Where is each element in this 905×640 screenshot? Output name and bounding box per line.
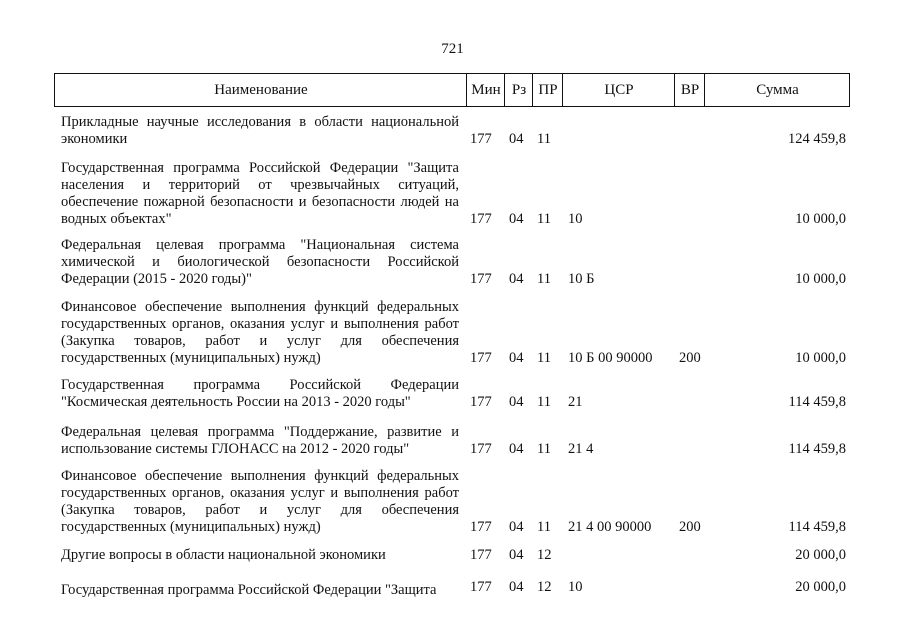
row-rz: 04 [509,519,524,535]
row-name: Государственная программа Российской Федерации "Космическая деятельность России на 2013 - 2020 годы" [61,377,459,410]
row-name: Государственная программа Российской Федерации "Защита населения и территорий от чрезвычайных ситуаций, обеспечение пожарной безопасности и безопасности людей на водных объектах" [61,160,459,227]
row-name: Финансовое обеспечение выполнения функций федеральных государственных органов, оказания услуг и выполнения работ (Закупка товаров, работ и услуг для обеспечения государственных (муниципальных) нужд) [61,468,459,535]
row-pr: 11 [537,211,551,227]
row-pr: 12 [537,579,552,595]
row-csr: 21 4 [568,441,594,457]
row-csr: 10 Б [568,271,595,287]
table-row [0,424,905,458]
table-row [0,547,905,564]
row-name: Другие вопросы в области национальной экономики [61,547,386,563]
row-pr: 11 [537,441,551,457]
header-min: Мин [466,74,505,106]
table-row [0,299,905,367]
table-row [0,579,905,596]
row-pr: 11 [537,394,551,410]
row-rz: 04 [509,350,524,366]
row-pr: 11 [537,519,551,535]
row-sum: 114 459,8 [788,519,846,535]
row-csr: 10 Б 00 90000 [568,350,653,366]
table-row [0,377,905,411]
row-name: Финансовое обеспечение выполнения функций федеральных государственных органов, оказания услуг и выполнения работ (Закупка товаров, работ и услуг для обеспечения государственных (муниципальных) нужд) [61,299,459,366]
page-number: 721 [441,41,464,57]
row-rz: 04 [509,394,524,410]
row-min: 177 [470,131,492,147]
row-pr: 11 [537,131,551,147]
row-sum: 114 459,8 [788,394,846,410]
row-min: 177 [470,350,492,366]
header-pr: ПР [532,74,563,106]
row-min: 177 [470,547,492,563]
row-vr: 200 [679,519,701,535]
row-sum: 20 000,0 [795,579,846,595]
row-sum: 20 000,0 [795,547,846,563]
header-vr: ВР [674,74,705,106]
row-min: 177 [470,519,492,535]
row-sum: 10 000,0 [795,350,846,366]
row-min: 177 [470,211,492,227]
header-rz: Рз [504,74,533,106]
header-name: Наименование [214,82,308,98]
row-sum: 10 000,0 [795,211,846,227]
row-pr: 11 [537,350,551,366]
row-rz: 04 [509,579,524,595]
header-sum: Сумма [704,74,850,106]
row-name: Федеральная целевая программа "Поддержание, развитие и использование системы ГЛОНАСС на 2012 - 2020 годы" [61,424,459,457]
row-csr: 21 [568,394,583,410]
row-name: Прикладные научные исследования в области национальной экономики [61,114,459,147]
row-sum: 124 459,8 [788,131,846,147]
row-min: 177 [470,441,492,457]
row-csr: 10 [568,211,583,227]
header-csr: ЦСР [562,74,675,106]
row-min: 177 [470,394,492,410]
row-pr: 12 [537,547,552,563]
row-rz: 04 [509,547,524,563]
row-rz: 04 [509,211,524,227]
row-min: 177 [470,271,492,287]
row-min: 177 [470,579,492,595]
row-vr: 200 [679,350,701,366]
table-row [0,468,905,536]
row-name: Государственная программа Российской Федерации "Защита [61,582,437,598]
row-name: Федеральная целевая программа "Национальная система химической и биологической безопасности Российской Федерации (2015 - 2020 годы)" [61,237,459,287]
row-rz: 04 [509,131,524,147]
row-sum: 114 459,8 [788,441,846,457]
table-row [0,114,905,148]
row-rz: 04 [509,271,524,287]
table-header [54,73,850,107]
row-csr: 21 4 00 90000 [568,519,652,535]
row-pr: 11 [537,271,551,287]
row-csr: 10 [568,579,583,595]
row-sum: 10 000,0 [795,271,846,287]
row-rz: 04 [509,441,524,457]
table-row [0,237,905,288]
table-row [0,160,905,228]
